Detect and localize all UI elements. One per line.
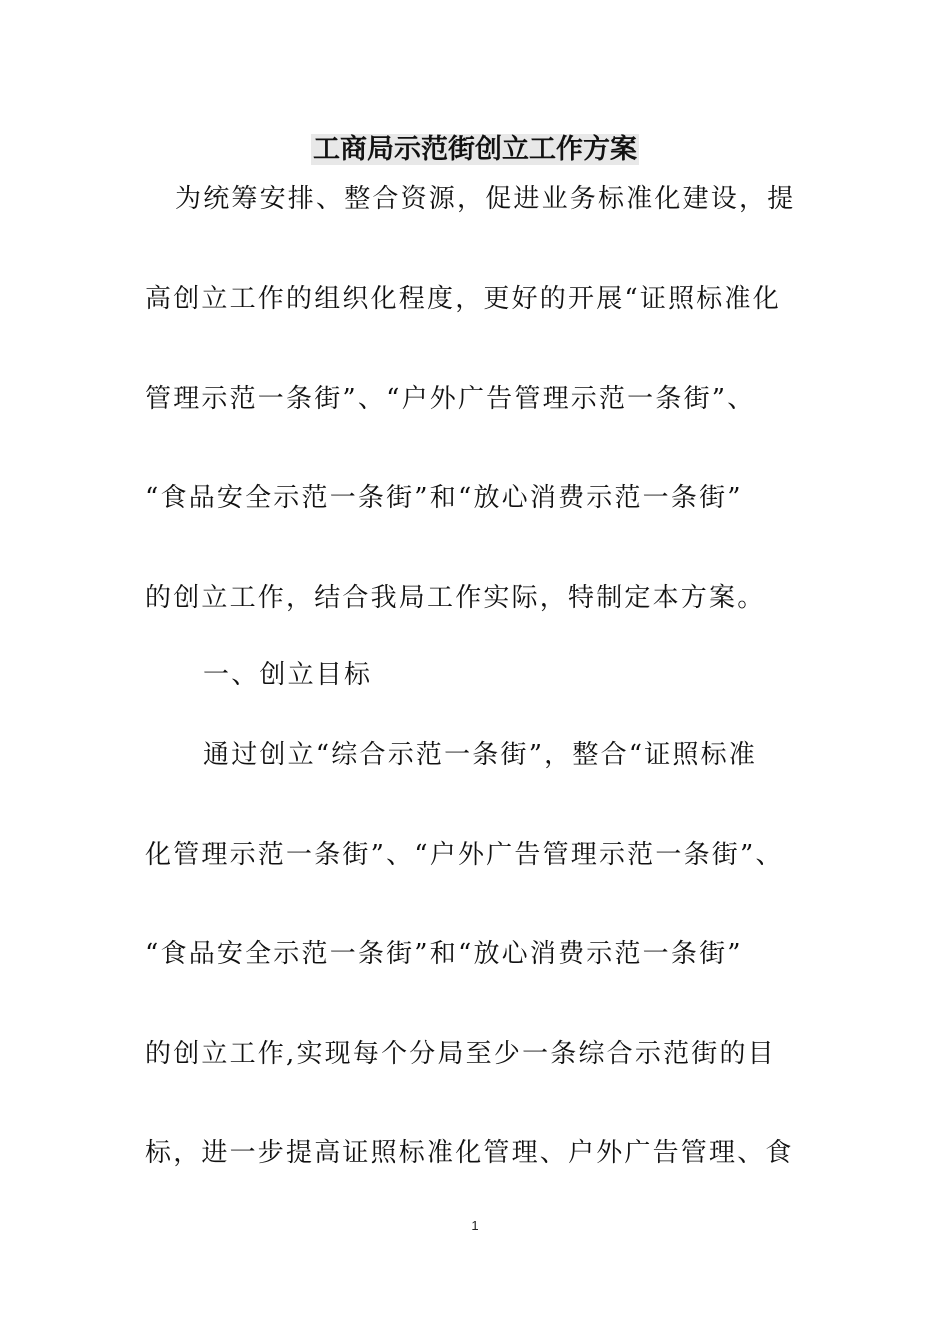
- paragraph-line: 的创立工作,实现每个分局至少一条综合示范街的目: [145, 1039, 776, 1069]
- paragraph-line: 通过创立“综合示范一条街”，整合“证照标准: [203, 740, 758, 770]
- paragraph-line: 的创立工作，结合我局工作实际，特制定本方案。: [145, 583, 766, 613]
- paragraph-line: 化管理示范一条街”、“户外广告管理示范一条街”、: [145, 840, 784, 870]
- paragraph-line: 为统筹安排、整合资源，促进业务标准化建设，提: [175, 184, 796, 214]
- document-title-text: 工商局示范街创立工作方案: [313, 134, 637, 165]
- paragraph-line: 管理示范一条街”、“户外广告管理示范一条街”、: [145, 384, 756, 414]
- paragraph-line: 标，进一步提高证照标准化管理、户外广告管理、食: [145, 1138, 794, 1168]
- document-title: [0, 130, 950, 170]
- paragraph-line: 高创立工作的组织化程度，更好的开展“证照标准化: [145, 284, 781, 314]
- page-number: 1: [471, 1218, 479, 1233]
- paragraph-line: “食品安全示范一条街”和“放心消费示范一条街”: [145, 939, 743, 969]
- paragraph-line: “食品安全示范一条街”和“放心消费示范一条街”: [145, 483, 743, 513]
- section-heading: 一、创立目标: [203, 660, 373, 690]
